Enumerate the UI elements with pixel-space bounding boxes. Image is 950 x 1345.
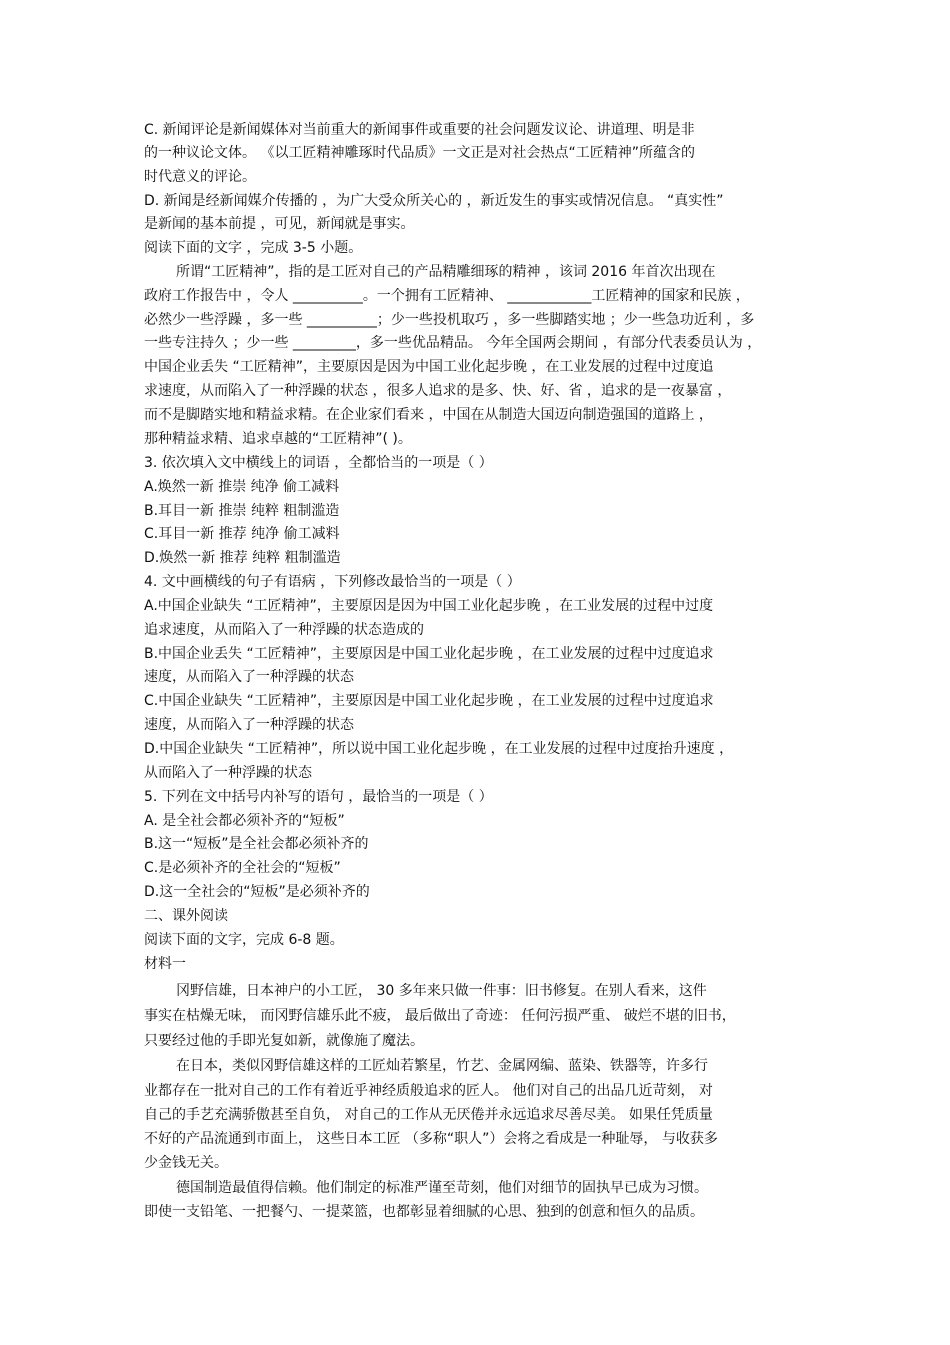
text-line: 是新闻的基本前提 ，可见，新闻就是事实。 [144, 216, 415, 232]
text-line: 的一种议论文体。 《以工匠精神雕琢时代品质》一文正是对社会热点“工匠精神”所蕴含的 [144, 145, 695, 161]
text-line: 只要经过他的手即光复如新，就像施了魔法。 [144, 1033, 424, 1049]
option-a: A.焕然一新 推崇 纯净 偷工减料 [144, 479, 340, 495]
text-line: 必然少一些浮躁 ，多一些 __________；少一些投机取巧 ，多一些脚踏实地 ；少一些急功近利 ，多 [144, 312, 755, 328]
option-c: C.是必须补齐的全社会的“短板” [144, 860, 341, 876]
text-line: 自己的手艺充满骄傲甚至自负， 对自己的工作从无厌倦并永远追求尽善尽美。 如果任凭质量 [144, 1107, 713, 1123]
text-line: 一些专注持久 ；少一些 _________，多一些优品精品。 今年全国两会期间 ，有部分代表委员认为 ， [144, 335, 762, 351]
text-line: 从而陷入了一种浮躁的状态 [144, 765, 312, 781]
text-line: 中国企业丢失 “工匠精神”，主要原因是因为中国工业化起步晚 ，在工业发展的过程中过度追 [144, 359, 714, 375]
option-d: D.这一全社会的“短板”是必须补齐的 [144, 884, 370, 900]
text-line: 所谓“工匠精神”，指的是工匠对自己的产品精雕细琢的精神 ，该词 2016 年首次出现在 [176, 264, 716, 280]
question-4: 4. 文中画横线的句子有语病 ，下列修改最恰当的一项是（ ） [144, 574, 521, 590]
option-b: B.耳目一新 推崇 纯粹 粗制滥造 [144, 503, 340, 519]
text-line: 而不是脚踏实地和精益求精。在企业家们看来 ，中国在从制造大国迈向制造强国的道路上 ， [144, 407, 713, 423]
question-5: 5. 下列在文中括号内补写的语句 ，最恰当的一项是（ ） [144, 789, 493, 805]
material-heading: 材料一 [144, 956, 186, 972]
option-c: C.耳目一新 推荐 纯净 偷工减料 [144, 526, 340, 542]
text-line: 阅读下面的文字 ，完成 3-5 小题。 [144, 240, 363, 256]
text-line: 不好的产品流通到市面上， 这些日本工匠 （多称“职人”）会将之看成是一种耻辱， 与收获多 [144, 1131, 718, 1147]
option-a: A.中国企业缺失 “工匠精神”，主要原因是因为中国工业化起步晚 ，在工业发展的过程中过度 [144, 598, 714, 614]
text-line: 阅读下面的文字，完成 6-8 题。 [144, 932, 344, 948]
text-line: 德国制造最值得信赖。他们制定的标准严谨至苛刻，他们对细节的固执早已成为习惯。 [176, 1180, 708, 1196]
text-line: 追求速度，从而陷入了一种浮躁的状态造成的 [144, 622, 424, 638]
option-d: D.中国企业缺失 “工匠精神”，所以说中国工业化起步晚 ，在工业发展的过程中过度抬升速度 ， [144, 741, 734, 757]
option-a: A. 是全社会都必须补齐的“短板” [144, 813, 345, 829]
text-line: 那种精益求精、追求卓越的“工匠精神”( )。 [144, 431, 412, 447]
question-3: 3. 依次填入文中横线上的词语 ，全都恰当的一项是（ ） [144, 455, 493, 471]
text-line: 事实在枯燥无味， 而冈野信雄乐此不疲， 最后做出了奇迹： 任何污损严重、 破烂不堪的旧书， [144, 1008, 736, 1024]
section-heading: 二、课外阅读 [144, 908, 228, 924]
option-b: B.中国企业丢失 “工匠精神”，主要原因是中国工业化起步晚 ，在工业发展的过程中过度追求 [144, 646, 714, 662]
text-line: 少金钱无关。 [144, 1155, 228, 1171]
text-line: 即使一支铅笔、一把餐勺、一提菜篮，也都彰显着细腻的心思、独到的创意和恒久的品质。 [144, 1204, 704, 1220]
text-line: D. 新闻是经新闻媒介传播的 ，为广大受众所关心的 ，新近发生的事实或情况信息。 “真实性” [144, 193, 724, 209]
text-line: 政府工作报告中 ，令人 __________。一个拥有工匠精神、 ____________工匠精神的国家和民族 ， [144, 288, 750, 304]
text-line: 速度，从而陷入了一种浮躁的状态 [144, 717, 354, 733]
text-line: 在日本，类似冈野信雄这样的工匠灿若繁星，竹艺、金属网编、蓝染、铁器等，许多行 [176, 1058, 708, 1074]
text-line: 业都存在一批对自己的工作有着近乎神经质般追求的匠人。 他们对自己的出品几近苛刻， 对 [144, 1083, 713, 1099]
text-line: 时代意义的评论。 [144, 169, 256, 185]
text-line: 冈野信雄，日本神户的小工匠， 30 多年来只做一件事：旧书修复。在别人看来，这件 [176, 983, 707, 999]
option-c: C.中国企业缺失 “工匠精神”，主要原因是中国工业化起步晚 ，在工业发展的过程中过度追求 [144, 693, 714, 709]
text-line: C. 新闻评论是新闻媒体对当前重大的新闻事件或重要的社会问题发议论、讲道理、明是非 [144, 122, 695, 138]
text-line: 速度，从而陷入了一种浮躁的状态 [144, 669, 354, 685]
text-line: 求速度，从而陷入了一种浮躁的状态 ，很多人追求的是多、快、好、省 ，追求的是一夜暴富 ， [144, 383, 732, 399]
option-b: B.这一“短板”是全社会都必须补齐的 [144, 836, 369, 852]
option-d: D.焕然一新 推荐 纯粹 粗制滥造 [144, 550, 341, 566]
